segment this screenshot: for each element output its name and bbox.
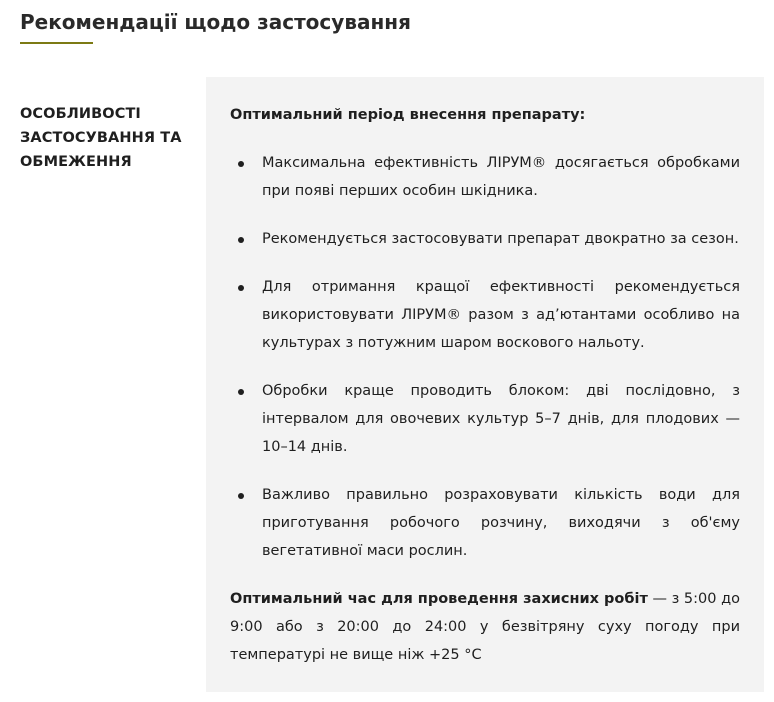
content-body [230,101,740,669]
recommendation-list [230,149,740,565]
optimal-time-text: — з 5:00 до 9:00 або з 20:00 до 24:00 у безвітряну суху погоду при температурі не вище ніж +25 °С [230,591,741,663]
title-underline [20,42,93,44]
content-panel [206,77,764,692]
period-heading: Оптимальний період внесення препарату: [230,107,586,123]
section-label: ОСОБЛИВОСТІ ЗАСТОСУВАННЯ ТА ОБМЕЖЕННЯ [20,106,182,170]
bullet-icon [238,285,244,291]
optimal-time-heading: Оптимальний час для проведення захисних робіт [230,591,648,607]
optimal-time-paragraph [230,585,740,669]
list-item [230,225,740,253]
bullet-icon [238,237,244,243]
page-title: Рекомендації щодо застосування [20,10,411,34]
list-item-text: Максимальна ефективність ЛІРУМ® досягається обробками при появі перших особин шкідника. [262,155,740,199]
list-item [230,273,740,357]
list-item-text: Важливо правильно розраховувати кількість води для приготування робочого розчину, виходячи з об'єму вегетативної маси рослин. [262,487,740,559]
list-item-text: Обробки краще проводить блоком: дві послідовно, з інтервалом для овочевих культур 5–7 днів, для плодових — 10–14 днів. [262,383,740,455]
bullet-icon [238,493,244,499]
bullet-icon [238,161,244,167]
list-item [230,481,740,565]
bullet-icon [238,389,244,395]
list-item-text: Для отримання кращої ефективності рекомендується використовувати ЛІРУМ® разом з ад’ютантами особливо на культурах з потужним шаром воскового нальоту. [262,279,740,351]
list-item [230,377,740,461]
list-item-text: Рекомендується застосовувати препарат двократно за сезон. [262,231,739,247]
list-item [230,149,740,205]
